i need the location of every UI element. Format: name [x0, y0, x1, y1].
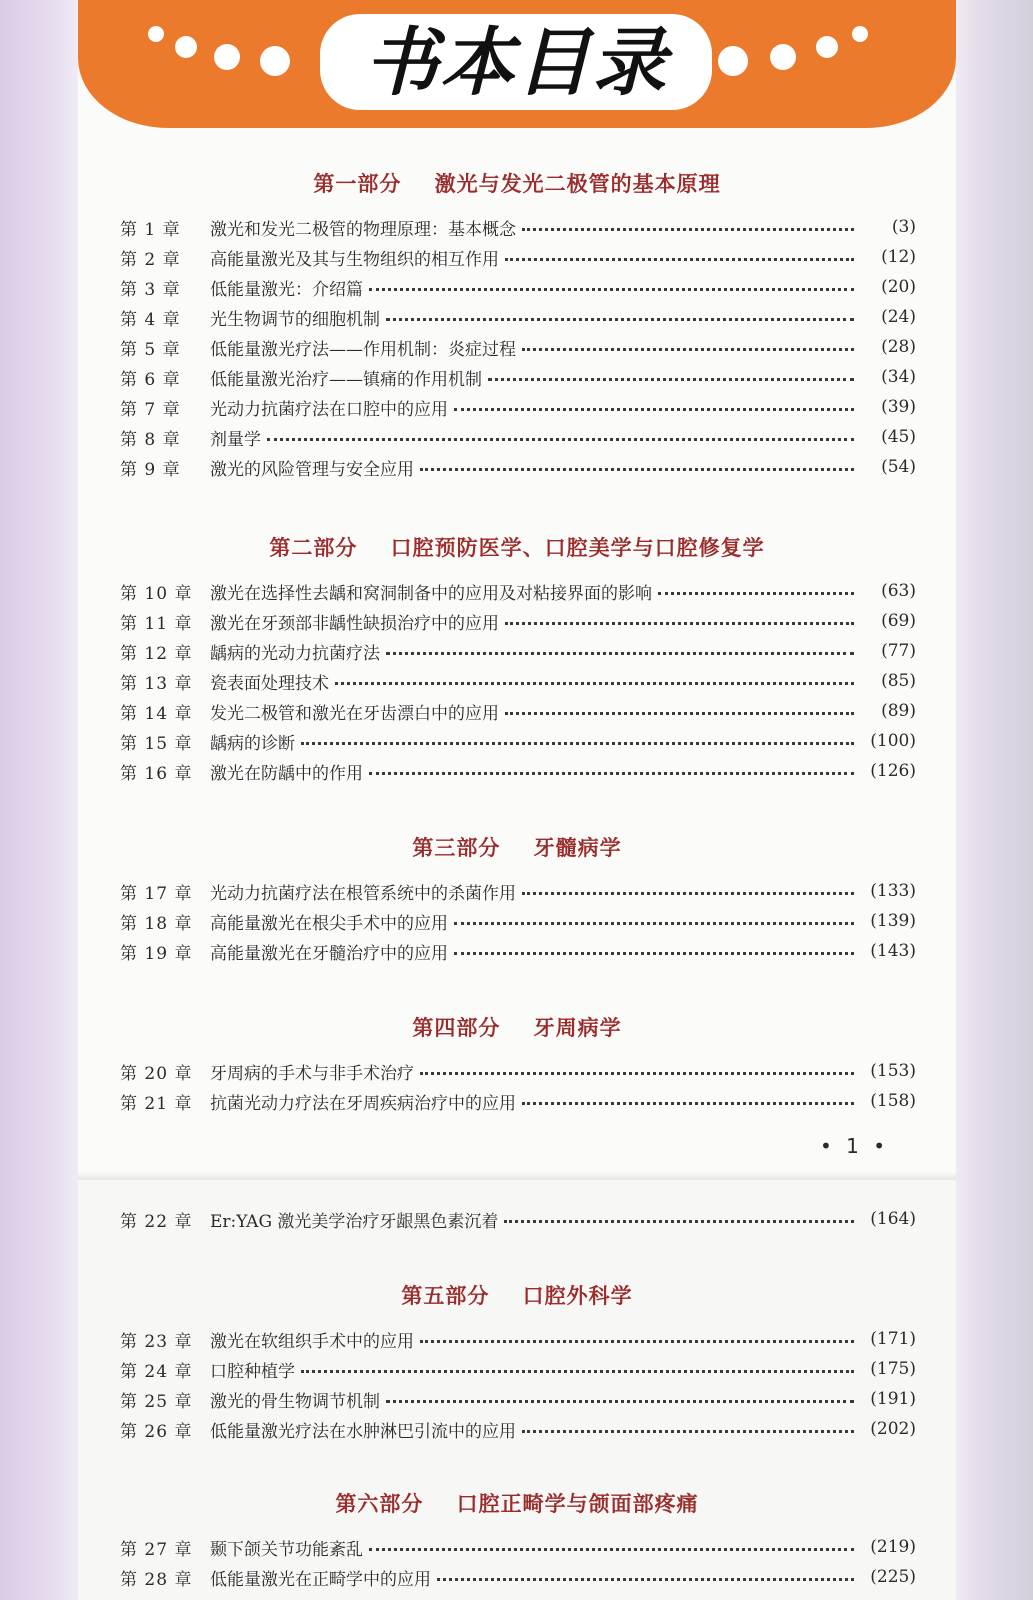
- chapter-title: 低能量激光疗法在水肿淋巴引流中的应用: [210, 1421, 516, 1442]
- dot-leader: [454, 914, 854, 925]
- chapter-number: 第 14 章: [120, 703, 193, 724]
- part-heading: 第三部分 牙髓病学: [412, 835, 622, 860]
- chapter-number: 第 7 章: [120, 399, 181, 420]
- chapter-number: 第 26 章: [120, 1421, 193, 1442]
- dot-leader: [437, 1570, 854, 1581]
- toc-row: [120, 758, 916, 784]
- toc-row: [120, 1416, 916, 1442]
- chapter-title: 高能量激光在根尖手术中的应用: [210, 913, 448, 934]
- dot-leader: [386, 1392, 854, 1403]
- toc-row: [120, 1326, 916, 1352]
- dot-leader: [522, 1422, 854, 1433]
- dot-leader: [335, 674, 854, 685]
- chapter-title: 剂量学: [210, 429, 261, 450]
- page-ref: (85): [881, 671, 916, 691]
- dot-leader: [522, 1094, 854, 1105]
- chapter-title: 光动力抗菌疗法在口腔中的应用: [210, 399, 448, 420]
- banner-dot: [770, 44, 796, 70]
- chapter-number: 第 10 章: [120, 583, 193, 604]
- toc-row: [120, 364, 916, 390]
- banner-dot: [816, 36, 838, 58]
- chapter-title: 激光在软组织手术中的应用: [210, 1331, 414, 1352]
- page-ref: (143): [870, 941, 916, 961]
- page-title: 书本目录: [364, 20, 668, 106]
- chapter-number: 第 16 章: [120, 763, 193, 784]
- toc-row: [120, 424, 916, 450]
- page-ref: (202): [870, 1419, 916, 1439]
- chapter-title: 抗菌光动力疗法在牙周疾病治疗中的应用: [210, 1093, 516, 1114]
- part-heading: 第四部分 牙周病学: [412, 1015, 622, 1040]
- page-ref: (133): [870, 881, 916, 901]
- dot-leader: [505, 614, 854, 625]
- chapter-title: 低能量激光疗法——作用机制：炎症过程: [210, 339, 516, 360]
- page-number: • 1 •: [820, 1134, 890, 1158]
- chapter-number: 第 15 章: [120, 733, 193, 754]
- chapter-number: 第 25 章: [120, 1391, 193, 1412]
- chapter-number: 第 8 章: [120, 429, 181, 450]
- toc-row: [120, 1356, 916, 1382]
- toc-row: [120, 1534, 916, 1560]
- chapter-number: 第 9 章: [120, 459, 181, 480]
- toc-row: [120, 394, 916, 420]
- chapter-title: 激光在选择性去龋和窝洞制备中的应用及对粘接界面的影响: [210, 583, 652, 604]
- chapter-title: 龋病的诊断: [210, 733, 295, 754]
- dot-leader: [488, 370, 854, 381]
- page-ref: (164): [870, 1209, 916, 1229]
- chapter-number: 第 12 章: [120, 643, 193, 664]
- toc-row: [120, 1206, 916, 1232]
- toc-row: [120, 938, 916, 964]
- toc-row: [120, 878, 916, 904]
- page-ref: (191): [870, 1389, 916, 1409]
- page-ref: (77): [881, 641, 916, 661]
- page-ref: (171): [870, 1329, 916, 1349]
- page-ref: (54): [881, 457, 916, 477]
- page-ref: (100): [870, 731, 916, 751]
- chapter-title: 低能量激光：介绍篇: [210, 279, 363, 300]
- page-ref: (3): [891, 217, 916, 237]
- chapter-number: 第 5 章: [120, 339, 181, 360]
- chapter-number: 第 3 章: [120, 279, 181, 300]
- chapter-title: 低能量激光治疗——镇痛的作用机制: [210, 369, 482, 390]
- toc-row: [120, 638, 916, 664]
- chapter-number: 第 27 章: [120, 1539, 193, 1560]
- page-ref: (225): [870, 1567, 916, 1587]
- dot-leader: [420, 1064, 854, 1075]
- chapter-number: 第 28 章: [120, 1569, 193, 1590]
- dot-leader: [454, 944, 854, 955]
- chapter-title: 激光和发光二极管的物理原理：基本概念: [210, 219, 516, 240]
- toc-row: [120, 274, 916, 300]
- chapter-title: 高能量激光在牙髓治疗中的应用: [210, 943, 448, 964]
- dot-leader: [420, 460, 854, 471]
- chapter-title: Er:YAG 激光美学治疗牙龈黑色素沉着: [210, 1211, 499, 1232]
- page-ref: (139): [870, 911, 916, 931]
- page-ref: (45): [881, 427, 916, 447]
- chapter-title: 激光在防龋中的作用: [210, 763, 363, 784]
- chapter-number: 第 21 章: [120, 1093, 193, 1114]
- dot-leader: [301, 1362, 854, 1373]
- page-ref: (219): [870, 1537, 916, 1557]
- chapter-title: 激光的风险管理与安全应用: [210, 459, 414, 480]
- toc-row: [120, 1564, 916, 1590]
- page-ref: (28): [881, 337, 916, 357]
- dot-leader: [505, 250, 854, 261]
- dot-leader: [522, 884, 854, 895]
- toc-row: [120, 728, 916, 754]
- page-ref: (12): [881, 247, 916, 267]
- chapter-title: 颞下颌关节功能紊乱: [210, 1539, 363, 1560]
- part-heading: 第二部分 口腔预防医学、口腔美学与口腔修复学: [269, 535, 765, 560]
- chapter-number: 第 24 章: [120, 1361, 193, 1382]
- chapter-number: 第 11 章: [120, 613, 193, 634]
- banner-dot: [148, 26, 164, 42]
- dot-leader: [369, 764, 854, 775]
- toc-row: [120, 1386, 916, 1412]
- chapter-title: 口腔种植学: [210, 1361, 295, 1382]
- chapter-number: 第 20 章: [120, 1063, 193, 1084]
- chapter-title: 激光的骨生物调节机制: [210, 1391, 380, 1412]
- chapter-title: 发光二极管和激光在牙齿漂白中的应用: [210, 703, 499, 724]
- part-heading: 第一部分 激光与发光二极管的基本原理: [313, 171, 721, 196]
- toc-row: [120, 454, 916, 480]
- chapter-number: 第 6 章: [120, 369, 181, 390]
- part-heading: 第五部分 口腔外科学: [401, 1283, 633, 1308]
- toc-row: [120, 214, 916, 240]
- toc-row: [120, 244, 916, 270]
- chapter-title: 激光在牙颈部非龋性缺损治疗中的应用: [210, 613, 499, 634]
- chapter-title: 牙周病的手术与非手术治疗: [210, 1063, 414, 1084]
- toc-row: [120, 908, 916, 934]
- dot-leader: [504, 1212, 854, 1223]
- banner-dot: [214, 44, 240, 70]
- toc-row: [120, 334, 916, 360]
- page-ref: (126): [870, 761, 916, 781]
- toc-row: [120, 1058, 916, 1084]
- dot-leader: [386, 310, 854, 321]
- banner-dot: [852, 26, 868, 42]
- dot-leader: [505, 704, 854, 715]
- page-ref: (175): [870, 1359, 916, 1379]
- page-ref: (34): [881, 367, 916, 387]
- toc-row: [120, 304, 916, 330]
- dot-leader: [386, 644, 854, 655]
- page-ref: (63): [881, 581, 916, 601]
- banner-dot: [260, 46, 290, 76]
- chapter-number: 第 22 章: [120, 1211, 193, 1232]
- chapter-title: 光动力抗菌疗法在根管系统中的杀菌作用: [210, 883, 516, 904]
- page-ref: (39): [881, 397, 916, 417]
- dot-leader: [267, 430, 854, 441]
- chapter-number: 第 18 章: [120, 913, 193, 934]
- dot-leader: [369, 1540, 854, 1551]
- toc-row: [120, 608, 916, 634]
- page-ref: (158): [870, 1091, 916, 1111]
- dot-leader: [454, 400, 854, 411]
- chapter-title: 瓷表面处理技术: [210, 673, 329, 694]
- chapter-number: 第 13 章: [120, 673, 193, 694]
- page-ref: (69): [881, 611, 916, 631]
- chapter-number: 第 19 章: [120, 943, 193, 964]
- part-heading: 第六部分 口腔正畸学与颌面部疼痛: [335, 1491, 699, 1516]
- chapter-title: 龋病的光动力抗菌疗法: [210, 643, 380, 664]
- page-ref: (153): [870, 1061, 916, 1081]
- dot-leader: [420, 1332, 854, 1343]
- dot-leader: [658, 584, 854, 595]
- toc-row: [120, 1088, 916, 1114]
- chapter-title: 光生物调节的细胞机制: [210, 309, 380, 330]
- chapter-title: 高能量激光及其与生物组织的相互作用: [210, 249, 499, 270]
- dot-leader: [522, 340, 854, 351]
- dot-leader: [522, 220, 854, 231]
- page-ref: (20): [881, 277, 916, 297]
- page-ref: (89): [881, 701, 916, 721]
- toc-row: [120, 668, 916, 694]
- toc-row: [120, 698, 916, 724]
- toc-row: [120, 578, 916, 604]
- chapter-number: 第 4 章: [120, 309, 181, 330]
- chapter-number: 第 17 章: [120, 883, 193, 904]
- chapter-number: 第 2 章: [120, 249, 181, 270]
- page-ref: (24): [881, 307, 916, 327]
- chapter-title: 低能量激光在正畸学中的应用: [210, 1569, 431, 1590]
- chapter-number: 第 1 章: [120, 219, 181, 240]
- banner-dot: [718, 46, 748, 76]
- dot-leader: [301, 734, 854, 745]
- chapter-number: 第 23 章: [120, 1331, 193, 1352]
- banner-dot: [175, 36, 197, 58]
- dot-leader: [369, 280, 854, 291]
